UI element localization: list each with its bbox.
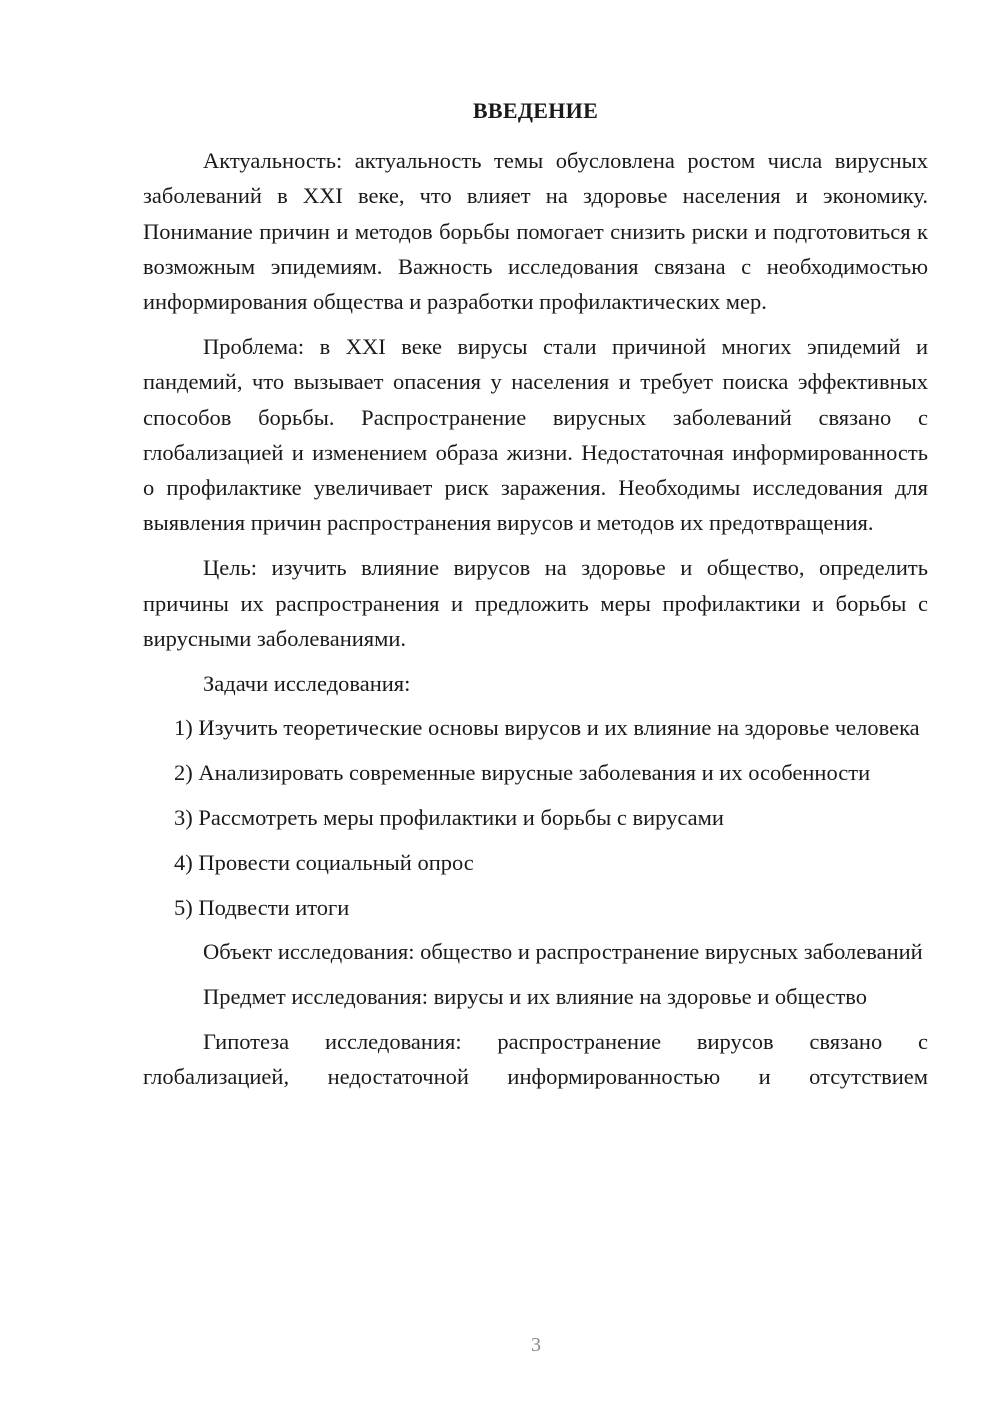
paragraph-problem: Проблема: в XXI веке вирусы стали причиной многих эпидемий и пандемий, что вызывает опасения у населения и требует поиска эффективных способов борьбы. Распространение вирусных заболеваний связано с глобализацией и изменением образа жизни. Недостаточная информированность о профилактике увеличивает риск заражения. Необходимы исследования для выявления причин распространения вирусов и методов их предотвращения. [143, 333, 928, 536]
paragraph-subject: Предмет исследования: вирусы и их влияние на здоровье и общество [203, 984, 867, 1010]
task-item-4: 4) Провести социальный опрос [174, 849, 474, 875]
document-page [143, 96, 928, 1095]
task-item-5: 5) Подвести итоги [174, 894, 350, 920]
task-item-3: 3) Рассмотреть меры профилактики и борьбы с вирусами [174, 805, 724, 831]
paragraph-object: Объект исследования: общество и распространение вирусных заболеваний [203, 939, 923, 965]
tasks-heading: Задачи исследования: [203, 670, 411, 696]
page-number: 3 [531, 1334, 541, 1356]
task-item-2: 2) Анализировать современные вирусные заболевания и их особенности [174, 760, 871, 786]
page-title: ВВЕДЕНИЕ [472, 98, 599, 123]
task-item-1: 1) Изучить теоретические основы вирусов и их влияние на здоровье человека [174, 715, 920, 741]
paragraph-relevance: Актуальность: актуальность темы обусловлена ростом числа вирусных заболеваний в XXI веке, что влияет на здоровье населения и экономику. Понимание причин и методов борьбы помогает снизить риски и подготовиться к возможным эпидемиям. Важность исследования связана с необходимостью информирования общества и разработки профилактических мер. [143, 148, 928, 315]
paragraph-goal: Цель: изучить влияние вирусов на здоровье и общество, определить причины их распространения и предложить меры профилактики и борьбы с вирусными заболеваниями. [143, 555, 928, 651]
paragraph-hypothesis: Гипотеза исследования: распространение вирусов связано с глобализацией, недостаточной информированностью и отсутствием [143, 1029, 928, 1090]
